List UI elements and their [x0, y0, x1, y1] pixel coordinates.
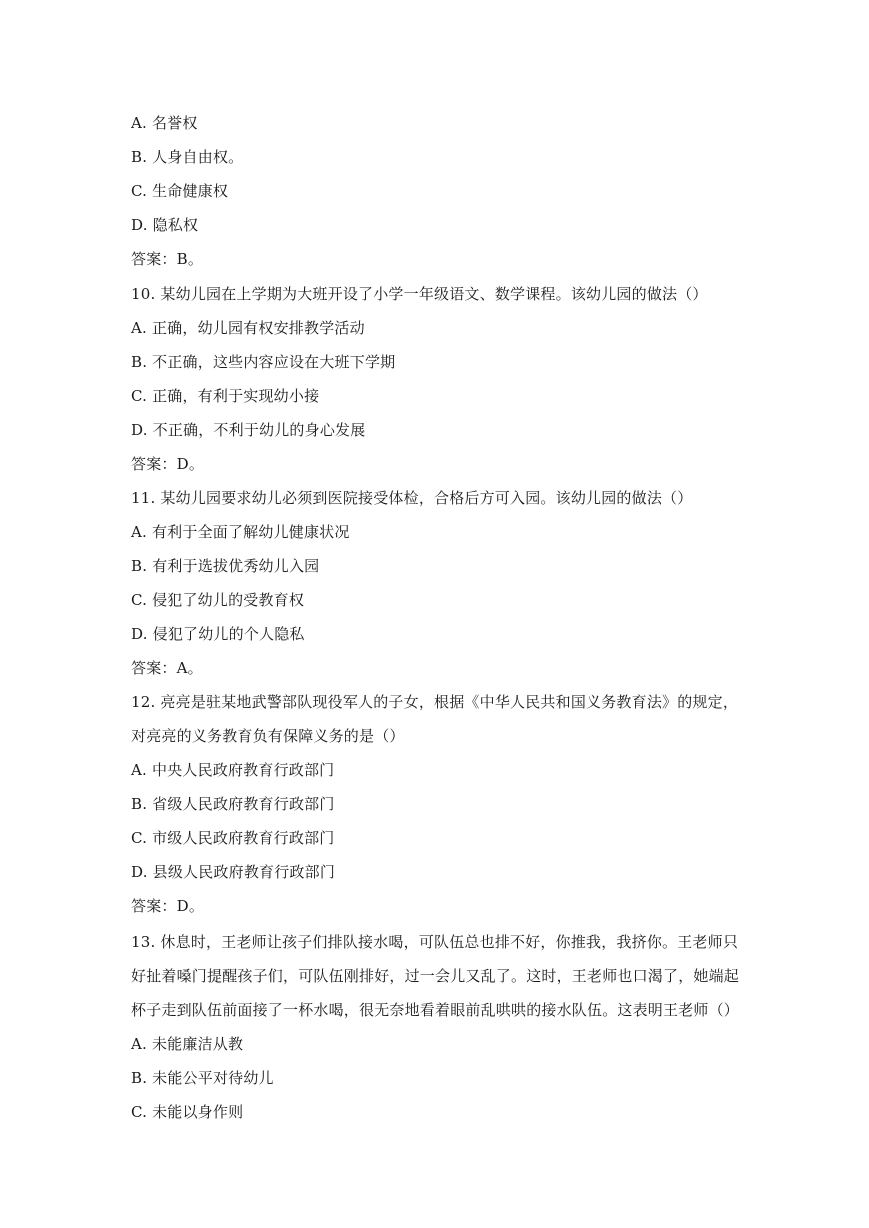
q12-option-a: A. 中央人民政府教育行政部门: [131, 761, 335, 779]
q9-answer: 答案：B。: [131, 250, 204, 268]
q10-answer: 答案：D。: [131, 455, 205, 473]
q11-option-c: C. 侵犯了幼儿的受教育权: [131, 591, 305, 609]
q13-option-c: C. 未能以身作则: [131, 1103, 244, 1121]
q10-option-b: B. 不正确，这些内容应设在大班下学期: [131, 353, 396, 371]
q11-option-b: B. 有利于选拔优秀幼儿入园: [131, 557, 320, 575]
q9-option-c: C. 生命健康权: [131, 182, 229, 200]
q13-stem-line1: 13. 休息时，王老师让孩子们排队接水喝，可队伍总也排不好，你推我，我挤你。王老师只: [131, 933, 739, 951]
q12-stem-line1: 12. 亮亮是驻某地武警部队现役军人的子女，根据《中华人民共和国义务教育法》的规定，: [131, 693, 739, 711]
q9-option-b: B. 人身自由权。: [131, 148, 244, 166]
q13-stem-line2: 好扯着嗓门提醒孩子们，可队伍刚排好，过一会儿又乱了。这时，王老师也口渴了，她端起: [131, 967, 740, 985]
q11-stem: 11. 某幼儿园要求幼儿必须到医院接受体检，合格后方可入园。该幼儿园的做法（）: [131, 489, 693, 507]
q13-option-b: B. 未能公平对待幼儿: [131, 1069, 274, 1087]
q12-option-c: C. 市级人民政府教育行政部门: [131, 829, 335, 847]
q12-stem-line2: 对亮亮的义务教育负有保障义务的是（）: [131, 727, 405, 745]
q13-option-a: A. 未能廉洁从教: [131, 1035, 244, 1053]
q9-option-a: A. 名誉权: [131, 114, 198, 132]
q10-stem: 10. 某幼儿园在上学期为大班开设了小学一年级语文、数学课程。该幼儿园的做法（）: [131, 285, 708, 303]
q12-option-d: D. 县级人民政府教育行政部门: [131, 863, 336, 881]
q11-answer: 答案：A。: [131, 659, 203, 677]
q10-option-a: A. 正确，幼儿园有权安排教学活动: [131, 319, 365, 337]
q10-option-d: D. 不正确，不利于幼儿的身心发展: [131, 421, 366, 439]
q12-answer: 答案：D。: [131, 897, 205, 915]
q12-option-b: B. 省级人民政府教育行政部门: [131, 795, 335, 813]
q10-option-c: C. 正确，有利于实现幼小接: [131, 387, 320, 405]
q13-stem-line3: 杯子走到队伍前面接了一杯水喝，很无奈地看着眼前乱哄哄的接水队伍。这表明王老师（）: [131, 1001, 740, 1019]
q11-option-a: A. 有利于全面了解幼儿健康状况: [131, 523, 350, 541]
q11-option-d: D. 侵犯了幼儿的个人隐私: [131, 625, 305, 643]
q9-option-d: D. 隐私权: [131, 216, 199, 234]
